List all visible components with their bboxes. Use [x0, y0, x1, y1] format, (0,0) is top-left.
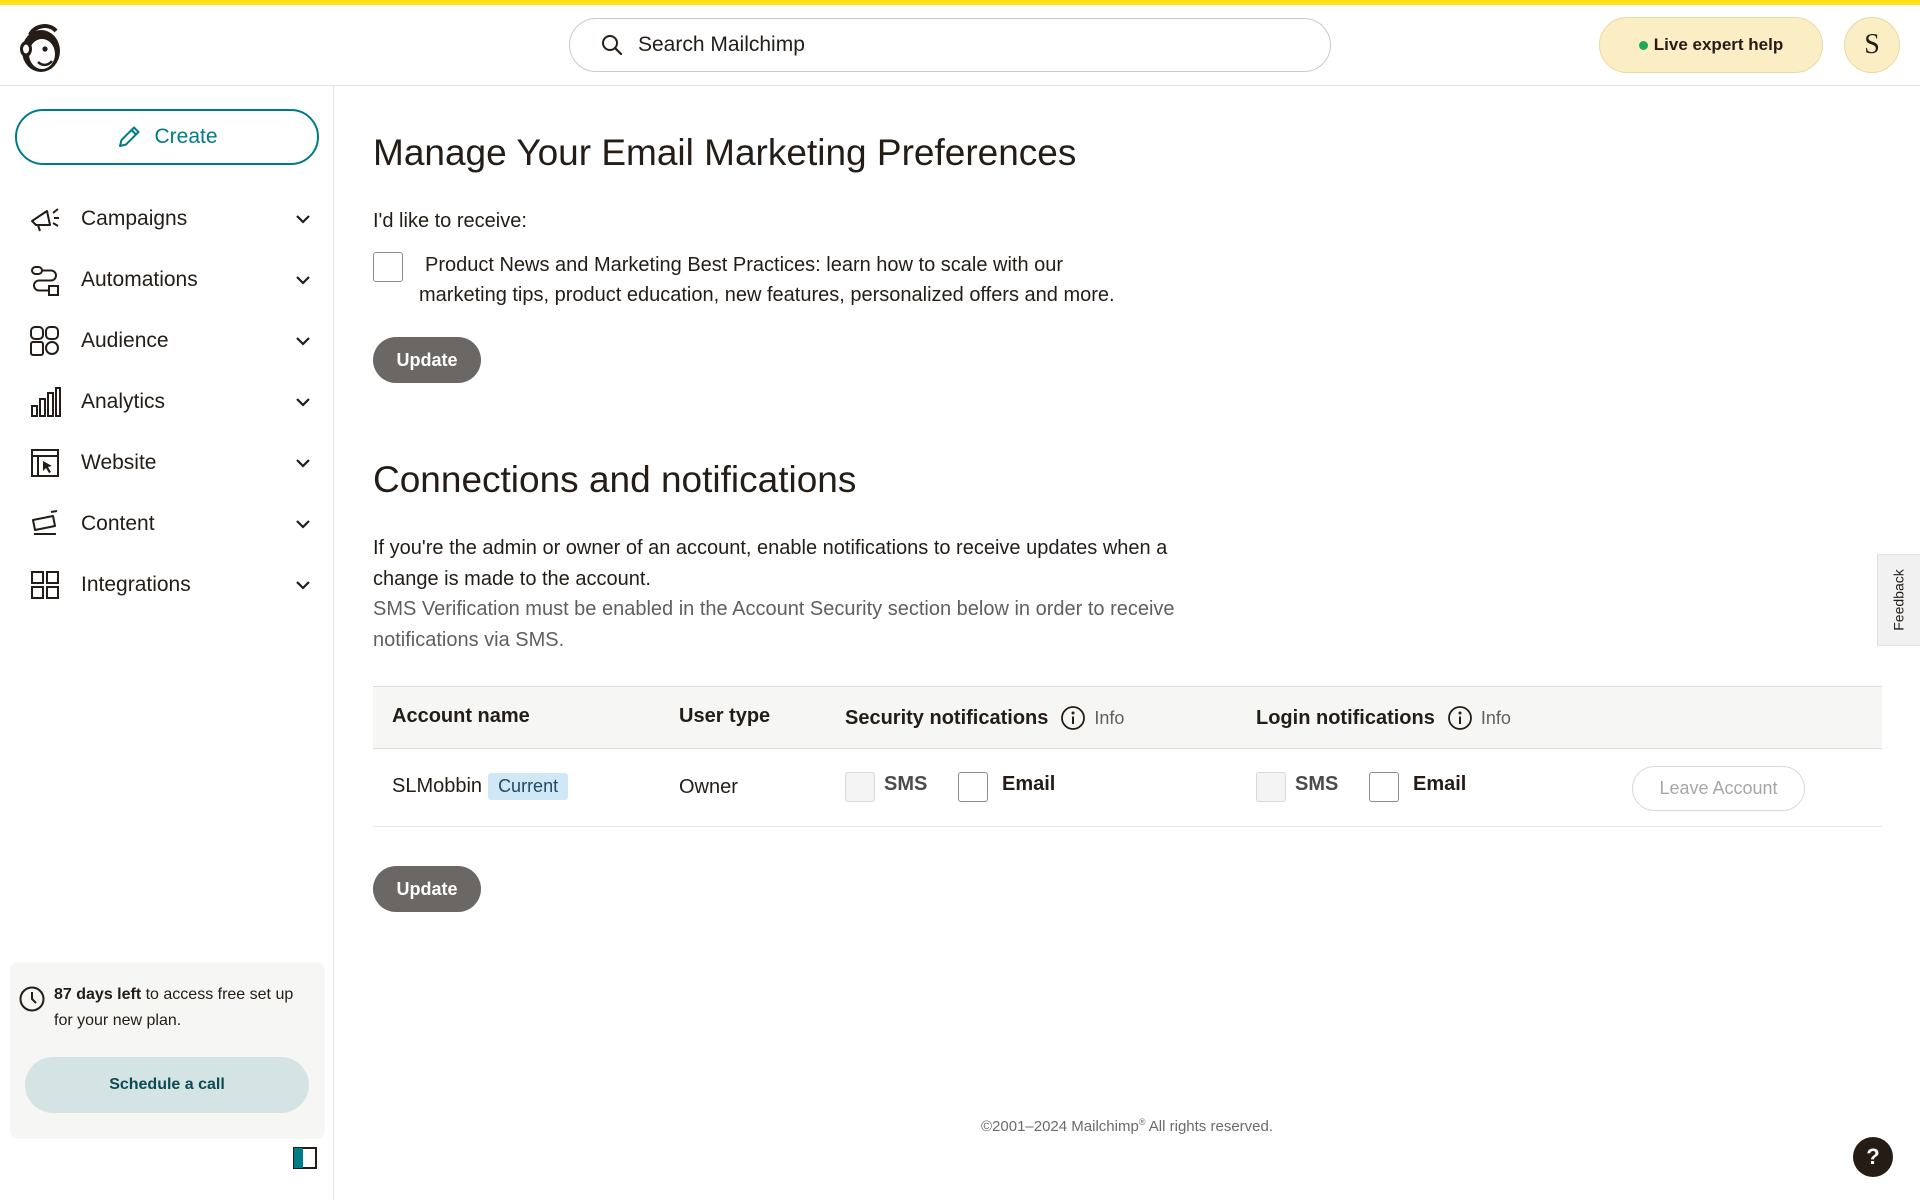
preferences-title: Manage Your Email Marketing Preferences	[373, 132, 1077, 173]
chevron-down-icon	[293, 331, 313, 351]
registered-mark: ®	[1138, 1117, 1146, 1127]
login-sms-label: SMS	[1295, 773, 1339, 795]
security-notifications-label: Security notifications	[845, 706, 1049, 729]
search-icon	[600, 33, 624, 57]
chevron-down-icon	[293, 270, 313, 290]
megaphone-icon	[29, 203, 61, 235]
website-icon	[29, 447, 61, 479]
sidebar-item-label: Content	[81, 512, 155, 535]
product-news-line-2: marketing tips, product education, new features, personalized offers and more.	[419, 284, 1115, 306]
security-sms-checkbox[interactable]	[845, 772, 875, 802]
login-notifications-label: Login notifications	[1256, 706, 1435, 729]
product-news-checkbox[interactable]	[373, 252, 403, 282]
sidebar-item-website[interactable]	[0, 433, 334, 493]
update-notifications-button[interactable]: Update	[373, 866, 481, 912]
avatar[interactable]: S	[1844, 17, 1900, 73]
security-email-label: Email	[1002, 773, 1056, 795]
online-status-dot	[1639, 41, 1648, 50]
chevron-down-icon	[293, 209, 313, 229]
sidebar-item-integrations[interactable]	[0, 555, 334, 615]
sidebar-item-campaigns[interactable]	[0, 189, 334, 249]
sms-verification-note: SMS Verification must be enabled in the Account Security section below in order to receive notifications via SMS.	[373, 598, 1175, 651]
collapse-sidebar-icon[interactable]	[293, 1147, 317, 1169]
account-name-cell	[392, 773, 568, 800]
top-bar	[0, 5, 1920, 86]
pencil-icon	[116, 124, 142, 150]
sidebar-item-label: Analytics	[81, 390, 166, 413]
info-icon[interactable]	[1447, 705, 1473, 731]
schedule-call-button[interactable]: Schedule a call	[25, 1057, 309, 1113]
rights-text: All rights reserved.	[1145, 1118, 1274, 1135]
automation-flow-icon	[29, 264, 61, 296]
security-email-checkbox[interactable]	[958, 772, 988, 802]
chevron-down-icon	[293, 392, 313, 412]
leave-account-button[interactable]: Leave Account	[1632, 766, 1805, 811]
sidebar	[0, 86, 334, 1200]
sidebar-item-label: Campaigns	[81, 207, 188, 230]
chevron-down-icon	[293, 575, 313, 595]
live-expert-help-button[interactable]	[1599, 17, 1823, 73]
trial-days-left: 87 days left	[54, 986, 142, 1003]
table-header	[373, 686, 1882, 749]
table-row	[373, 749, 1882, 827]
security-info-label[interactable]: Info	[1094, 707, 1125, 728]
bar-chart-icon	[29, 386, 61, 418]
copyright-text: ©2001–2024 Mailchimp	[980, 1118, 1139, 1135]
search-input[interactable]	[569, 18, 1331, 72]
sidebar-item-audience[interactable]	[0, 311, 334, 371]
account-name: SLMobbin	[392, 775, 483, 797]
receive-label: I'd like to receive:	[373, 210, 527, 232]
login-email-label: Email	[1413, 773, 1467, 795]
audience-icon	[29, 325, 61, 357]
update-preferences-button[interactable]: Update	[373, 337, 481, 383]
create-label: Create	[154, 125, 218, 148]
info-icon[interactable]	[1060, 705, 1086, 731]
user-type-cell: Owner	[679, 776, 738, 798]
help-question-icon[interactable]: ?	[1853, 1137, 1893, 1177]
current-badge: Current	[488, 773, 568, 800]
sidebar-item-analytics[interactable]	[0, 372, 334, 432]
search-placeholder: Search Mailchimp	[638, 33, 805, 56]
login-info-label[interactable]: Info	[1480, 707, 1511, 728]
sidebar-item-label: Website	[81, 451, 157, 474]
login-sms-checkbox[interactable]	[1256, 772, 1286, 802]
live-expert-help-label: Live expert help	[1653, 35, 1784, 54]
col-user-type: User type	[679, 705, 771, 727]
col-security-notifications	[845, 705, 1124, 731]
connections-description: If you're the admin or owner of an account, enable notifications to receive updates when a change is made to the account.	[373, 537, 1168, 590]
content-icon	[29, 508, 61, 540]
trial-message	[54, 982, 316, 1034]
col-account-name: Account name	[392, 705, 530, 727]
login-email-checkbox[interactable]	[1369, 772, 1399, 802]
main-content	[334, 86, 1920, 1200]
feedback-label: Feedback	[1891, 569, 1908, 631]
connections-title: Connections and notifications	[373, 459, 857, 500]
create-button[interactable]	[15, 109, 319, 165]
sidebar-item-label: Automations	[81, 268, 198, 291]
product-news-label	[419, 250, 1239, 310]
col-login-notifications	[1256, 705, 1511, 731]
security-sms-label: SMS	[884, 773, 928, 795]
feedback-tab[interactable]	[1877, 554, 1920, 646]
clock-icon	[18, 985, 46, 1013]
trial-card	[10, 962, 325, 1139]
chevron-down-icon	[293, 514, 313, 534]
trial-text: to access free set up for your new plan.	[54, 986, 294, 1029]
sidebar-item-content[interactable]	[0, 494, 334, 554]
footer-copyright	[334, 1117, 1920, 1135]
sidebar-item-label: Audience	[81, 329, 169, 352]
sidebar-item-automations[interactable]	[0, 250, 334, 310]
sidebar-item-label: Integrations	[81, 573, 191, 596]
chevron-down-icon	[293, 453, 313, 473]
product-news-line-1: Product News and Marketing Best Practices: learn how to scale with our	[425, 254, 1064, 276]
grid-icon	[29, 569, 61, 601]
mailchimp-logo-icon[interactable]	[16, 21, 64, 75]
